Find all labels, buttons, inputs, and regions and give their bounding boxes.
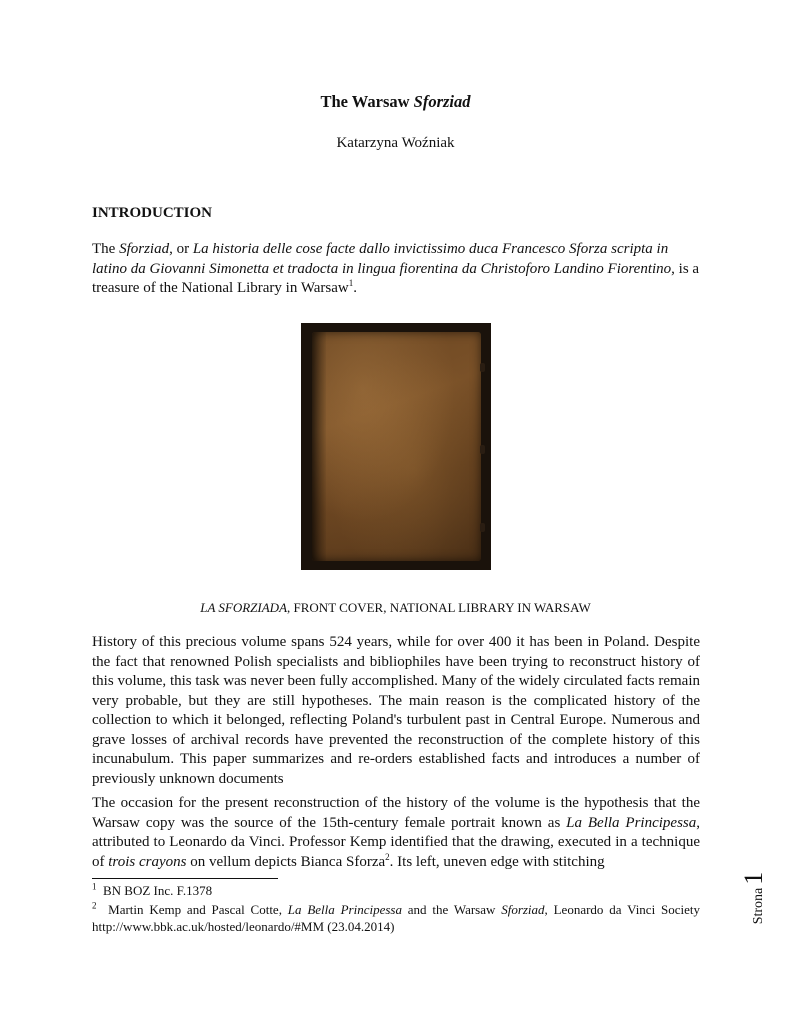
footnote-text: BN BOZ Inc. F.1378 <box>103 883 213 898</box>
footnote-italic: Sforziad <box>501 902 545 917</box>
intro-text: . <box>353 280 358 296</box>
body-paragraph-2 <box>92 794 700 872</box>
intro-text: , or <box>169 241 193 257</box>
title-italic: Sforziad <box>413 92 471 111</box>
page-label: Strona <box>751 887 766 925</box>
footnote-divider <box>92 878 278 879</box>
leather-surface <box>312 332 481 561</box>
footnotes <box>92 882 700 937</box>
spine-shadow <box>312 332 326 561</box>
footnote-ref[interactable]: 2 <box>385 851 390 862</box>
paper-title <box>0 92 791 112</box>
body-text: . Its left, uneven edge with stitching <box>389 853 605 870</box>
book-cover-image <box>301 323 491 570</box>
footnote-mark: 2 <box>92 900 97 911</box>
footnote-ref[interactable]: 1 <box>348 278 354 288</box>
intro-text: The <box>92 241 120 257</box>
body-italic: La Bella Principessa <box>566 814 697 831</box>
intro-italic-full-title: La historia delle cose facte dallo invictissimo duca Francesco Sforza scripta in latino da Giovanni Simonetta et tradocta in lingua fiorentina da Christoforo Landino Fiorentino <box>92 241 672 277</box>
caption-text: , FRONT COVER, NATIONAL LIBRARY IN WARSAW <box>287 600 591 615</box>
title-plain: The Warsaw <box>320 92 414 111</box>
author-name: Katarzyna Woźniak <box>336 135 455 151</box>
footnote-2 <box>92 901 700 935</box>
body-text: , attributed to Leonardo da Vinci. Professor Kemp identified that the drawing, executed in a technique of <box>92 814 700 870</box>
section-heading: INTRODUCTION <box>92 205 213 221</box>
intro-italic: Sforziad <box>119 241 170 257</box>
footnote-text: and the Warsaw <box>401 902 502 917</box>
footnote-italic: La Bella Principessa <box>287 902 402 917</box>
page-number-value: 1 <box>739 871 768 885</box>
clasp-mark <box>480 445 485 454</box>
body-text: The occasion for the present reconstruction of the history of the volume is the hypothesis that the Warsaw copy was the source of the 15th-century female portrait known as <box>92 795 700 831</box>
intro-paragraph <box>92 240 702 299</box>
footnote-text: Martin Kemp and Pascal Cotte, <box>108 902 288 917</box>
body-text: on vellum depicts Bianca Sforza <box>186 853 386 870</box>
clasp-mark <box>480 523 485 532</box>
body-italic: trois crayons <box>108 853 187 870</box>
footnote-1 <box>92 882 700 899</box>
figure-caption <box>0 600 791 616</box>
page-number <box>741 866 767 930</box>
footnote-mark: 1 <box>92 881 97 892</box>
body-paragraph-1: History of this precious volume spans 524 years, while for over 400 it has been in Poland. Despite the fact that renowned Polish specialists and bibliophiles have been trying to reconstruct history of this volume, this task was never been fully accomplished. Many of the widely circulated facts remain very probable, but they are still hypotheses. The main reason is the complicated history of the collection to which it belonged, reflecting Poland's turbulent past in Central Europe. Numerous and grave losses of archival records have prevented the reconstruction of the complete history of this incunabulum. This paper summarizes and re-orders established facts and introduces a number of previously unknown documents <box>92 634 700 787</box>
footnote-text[interactable]: , Leonardo da Vinci Society http://www.bbk.ac.uk/hosted/leonardo/#MM (23.04.2014) <box>92 902 701 934</box>
clasp-mark <box>480 363 485 372</box>
intro-text: , is a treasure of the National Library in Warsaw <box>92 260 700 296</box>
caption-italic: LA SFORZIADA <box>200 600 288 615</box>
